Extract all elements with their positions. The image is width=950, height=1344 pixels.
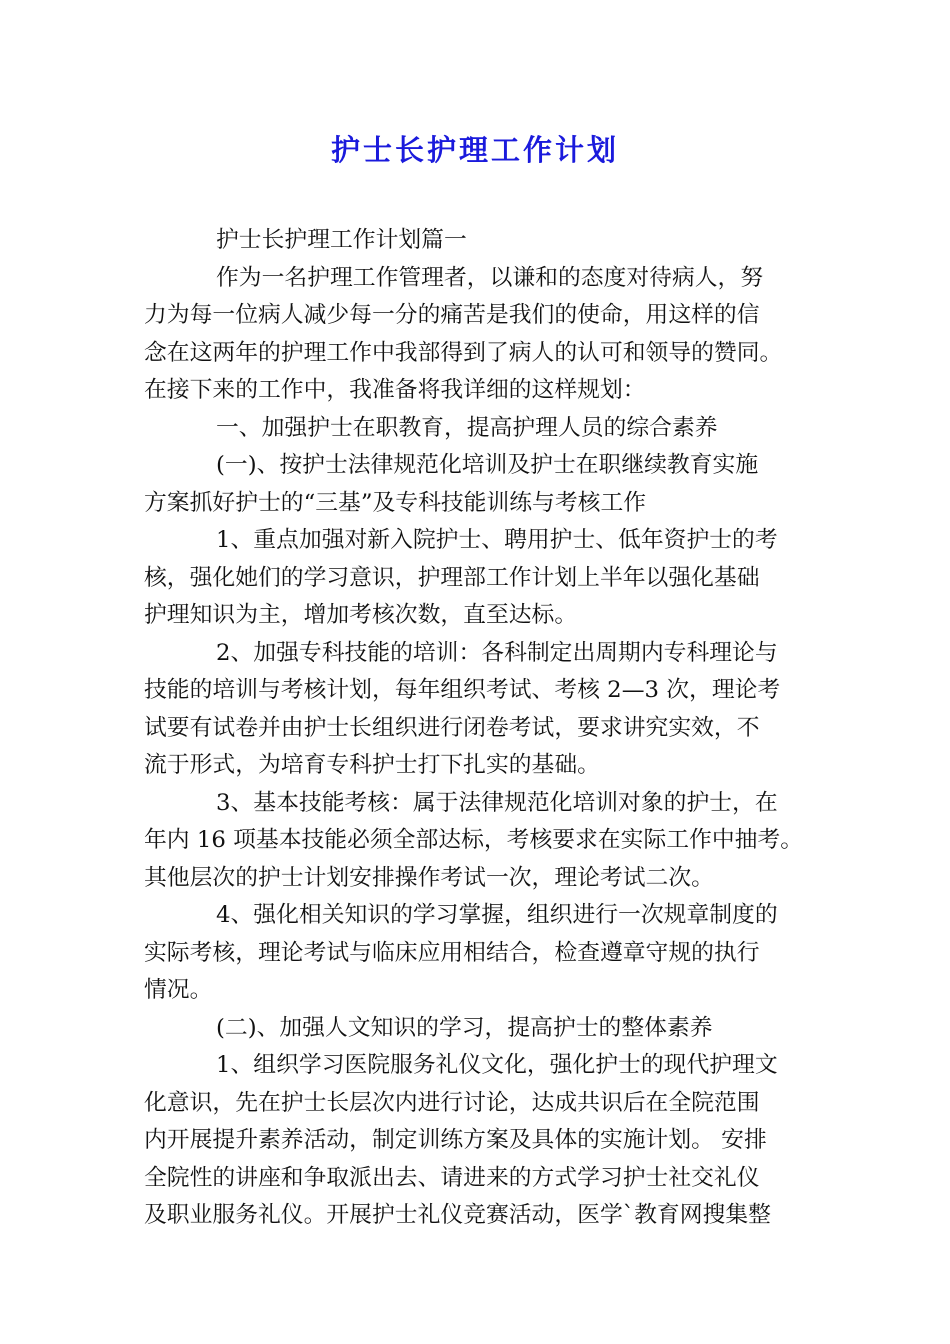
paragraph-line: 内开展提升素养活动，制定训练方案及具体的实施计划。 安排: [144, 1127, 767, 1153]
paragraph: [144, 522, 814, 635]
paragraph-line: 护理知识为主，增加考核次数，直至达标。: [144, 602, 578, 628]
paragraph-line: 方案抓好护士的“三基”及专科技能训练与考核工作: [144, 489, 647, 516]
paragraph-line: 力为每一位病人减少每一分的痛苦是我们的使命，用这样的信: [144, 302, 760, 328]
paragraph-line: 试要有试卷并由护士长组织进行闭卷考试，要求讲究实效，不: [144, 714, 760, 741]
paragraph-line: 技能的培训与考核计划，每年组织考试、考核 2—3 次，理论考: [144, 677, 781, 703]
paragraph-line: 护士长护理工作计划篇一: [216, 227, 467, 253]
paragraph-line: (一)、按护士法律规范化培训及护士在职继续教育实施: [216, 452, 759, 478]
paragraph-line: 念在这两年的护理工作中我部得到了病人的认可和领导的赞同。: [144, 339, 783, 366]
paragraph-line: 情况。: [144, 977, 213, 1003]
document-body: [144, 222, 814, 1235]
paragraph-line: 3、基本技能考核：属于法律规范化培训对象的护士，在: [216, 789, 778, 816]
paragraph: [144, 635, 814, 785]
paragraph: [144, 260, 814, 410]
paragraph: [144, 1047, 814, 1235]
paragraph-line: 核，强化她们的学习意识，护理部工作计划上半年以强化基础: [144, 564, 760, 591]
document-title: 护士长护理工作计划: [330, 133, 619, 167]
paragraph-line: 其他层次的护士计划安排操作考试一次，理论考试二次。: [144, 864, 714, 891]
paragraph: [144, 222, 814, 260]
paragraph-line: 全院性的讲座和争取派出去、请进来的方式学习护士社交礼仪: [144, 1164, 760, 1191]
paragraph: [144, 447, 814, 522]
paragraph-line: 作为一名护理工作管理者，以谦和的态度对待病人，努: [216, 264, 764, 291]
paragraph-line: 1、组织学习医院服务礼仪文化，强化护士的现代护理文: [216, 1052, 778, 1078]
paragraph-line: 1、重点加强对新入院护士、聘用护士、低年资护士的考: [216, 527, 778, 553]
paragraph: [144, 1010, 814, 1048]
paragraph-line: 实际考核，理论考试与临床应用相结合，检查遵章守规的执行: [144, 939, 760, 966]
paragraph-line: 4、强化相关知识的学习掌握，组织进行一次规章制度的: [216, 902, 778, 928]
paragraph-line: 2、加强专科技能的培训：各科制定出周期内专科理论与: [216, 639, 778, 666]
paragraph: [144, 897, 814, 1010]
paragraph: [144, 410, 814, 448]
paragraph-line: 在接下来的工作中，我准备将我详细的这样规划：: [144, 377, 646, 403]
paragraph-line: 年内 16 项基本技能必须全部达标，考核要求在实际工作中抽考。: [144, 827, 804, 853]
paragraph-line: 流于形式，为培育专科护士打下扎实的基础。: [144, 752, 600, 778]
paragraph: [144, 785, 814, 898]
paragraph-line: 及职业服务礼仪。开展护士礼仪竞赛活动，医学`教育网搜集整: [144, 1202, 771, 1228]
paragraph-line: (二)、加强人文知识的学习，提高护士的整体素养: [216, 1014, 713, 1041]
paragraph-line: 一、加强护士在职教育，提高护理人员的综合素养: [216, 414, 718, 441]
paragraph-line: 化意识，先在护士长层次内进行讨论，达成共识后在全院范围: [144, 1089, 760, 1116]
